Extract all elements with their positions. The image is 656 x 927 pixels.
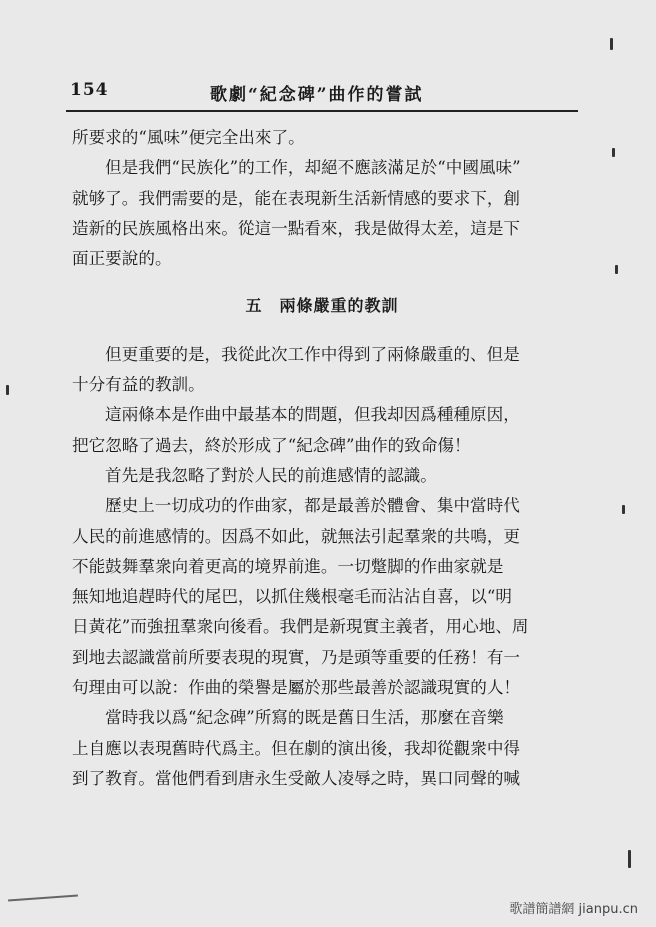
scan-smudge [8,895,78,902]
text-line: 到了教育。當他們看到唐永生受敵人凌辱之時，異口同聲的喊 [72,768,521,788]
text-line: 句理由可以說：作曲的榮譽是屬於那些最善於認識現實的人！ [72,678,521,698]
text-line: 把它忽略了過去，終於形成了“紀念碑”曲作的致命傷！ [72,435,471,455]
section-heading: 五 兩條嚴重的教訓 [245,296,399,316]
margin-mark [622,505,625,514]
margin-mark [628,850,631,868]
text-line: 首先是我忽略了對於人民的前進感情的認識。 [105,465,437,485]
text-line: 當時我以爲“紀念碑”所寫的既是舊日生活，那麼在音樂 [105,708,504,728]
text-line: 就够了。我們需要的是，能在表現新生活新情感的要求下，創 [72,188,521,208]
text-line: 人民的前進感情的。因爲不如此，就無法引起羣衆的共鳴，更 [72,526,521,546]
page-number: 154 [70,80,109,100]
text-line: 到地去認識當前所要表現的現實，乃是頭等重要的任務！有一 [72,647,521,667]
margin-mark [612,148,615,157]
page-header [70,80,580,106]
text-line: 日黃花”而強扭羣衆向後看。我們是新現實主義者，用心地、周 [72,617,529,637]
text-line: 無知地追趕時代的尾巴，以抓住幾根毫毛而沾沾自喜，以“明 [72,587,512,607]
text-line: 歷史上一切成功的作曲家，都是最善於體會、集中當時代 [105,496,520,516]
paragraphs-bottom [72,340,572,794]
text-line: 面正要說的。 [72,249,172,269]
body-text [72,123,572,794]
margin-mark [6,385,9,395]
running-title: 歌劇“紀念碑”曲作的嘗試 [210,85,424,105]
text-line: 但更重要的是，我從此次工作中得到了兩條嚴重的、但是 [105,344,520,364]
header-rule [66,110,578,112]
text-line: 造新的民族風格出來。從這一點看來，我是做得太差，這是下 [72,218,521,238]
watermark: 歌譜簡譜網 jianpu.cn [509,902,638,917]
margin-mark [615,265,618,274]
text-line: 上自應以表現舊時代爲主。但在劇的演出後，我却從觀衆中得 [72,738,521,758]
margin-mark [610,38,613,50]
text-line: 這兩條本是作曲中最基本的問題，但我却因爲種種原因， [105,405,520,425]
paragraphs-top [72,123,572,274]
text-line: 不能鼓舞羣衆向着更高的境界前進。一切蹩脚的作曲家就是 [72,556,504,576]
text-line: 十分有益的教訓。 [72,375,205,395]
text-line: 但是我們“民族化”的工作，却絕不應該滿足於“中國風味” [105,158,521,178]
text-line: 所要求的“風味”便完全出來了。 [72,128,305,147]
